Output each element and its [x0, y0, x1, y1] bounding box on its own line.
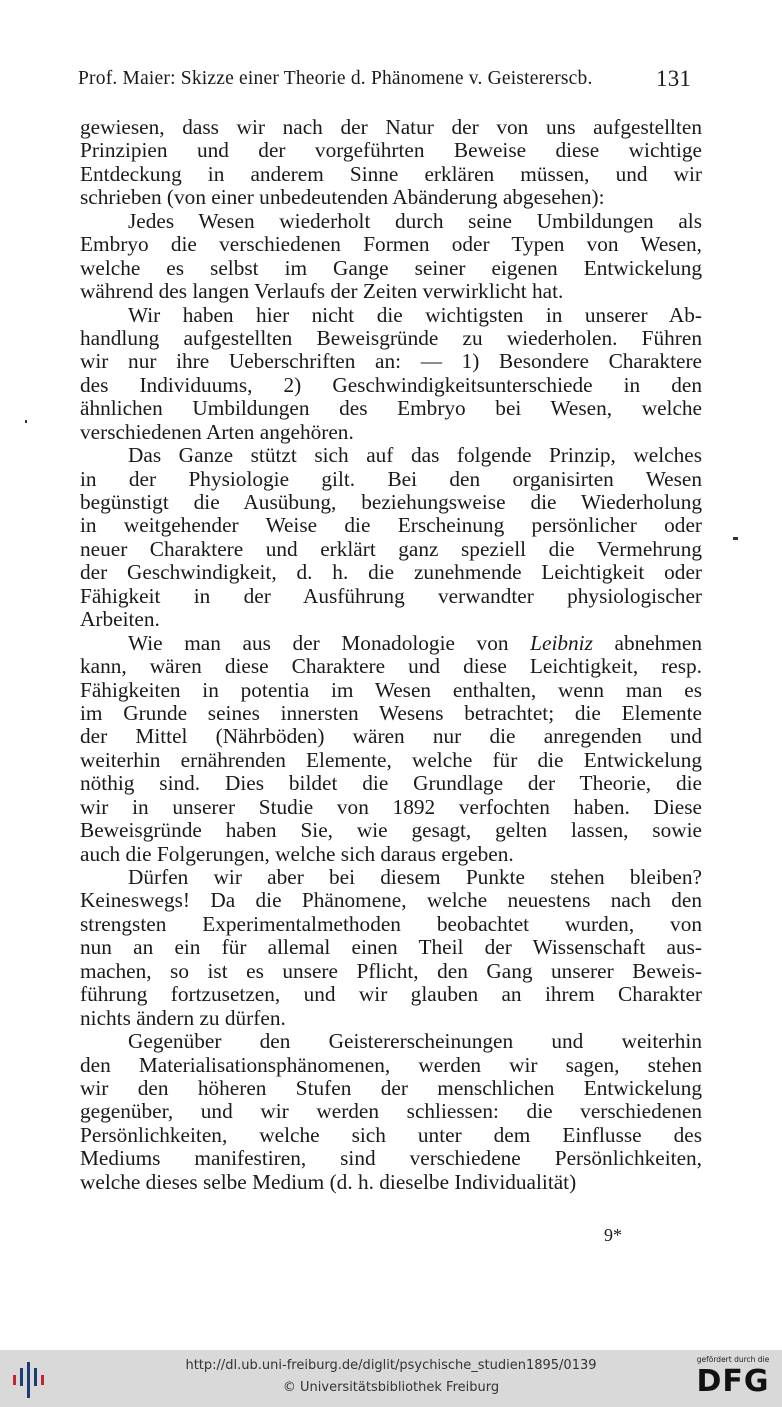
text-line: wir den höheren Stufen der menschlichen Entwickelung — [80, 1075, 702, 1100]
text-line: Das Ganze stützt sich auf das folgende Prinzip, welches — [128, 443, 702, 468]
text-line: Mediums manifestiren, sind verschiedene Persönlichkeiten, — [80, 1146, 702, 1171]
text-line: neuer Charaktere und erklärt ganz speziell die Vermehrung — [80, 536, 702, 561]
text-line: handlung aufgestellten Beweisgründe zu wiederholen. Führen — [80, 325, 702, 350]
text-line: Dürfen wir aber bei diesem Punkte stehen bleiben? — [128, 865, 702, 889]
text-line: Keineswegs! Da die Phänomene, welche neuestens nach den — [80, 888, 702, 913]
text-line: Prinzipien und der vorgeführten Beweise diese wichtige — [80, 138, 702, 163]
text-line: der Geschwindigkeit, d. h. die zunehmende Leichtigkeit oder — [80, 560, 702, 585]
text-line: welche es selbst im Gange seiner eigenen Entwickelung — [80, 255, 702, 280]
text-line: führung fortzusetzen, und wir glauben an ihrem Charakter — [80, 982, 702, 1007]
text-line: Embryo die verschiedenen Formen oder Typen von Wesen, — [80, 232, 702, 257]
text-line: kann, wären diese Charaktere und diese Leichtigkeit, resp. — [80, 654, 702, 679]
text-line: Entdeckung in anderem Sinne erklären müssen, und wir — [80, 161, 702, 186]
text-line: im Grunde seines innersten Wesens betrachtet; die Elemente — [80, 700, 702, 725]
dfg-logo-text: DFG — [696, 1364, 770, 1399]
text-line: gegenüber, und wir werden schliessen: die verschiedenen — [80, 1099, 702, 1124]
text-line: Beweisgründe haben Sie, wie gesagt, gelten lassen, sowie — [80, 818, 702, 843]
margin-speck — [733, 537, 738, 540]
text-line: in weitgehender Weise die Erscheinung persönlicher oder — [80, 513, 702, 538]
text-line: der Mittel (Nährböden) wären nur die anregenden und — [80, 724, 702, 749]
text-line: auch die Folgerungen, welche sich daraus ergeben. — [80, 841, 514, 866]
text-line: Persönlichkeiten, welche sich unter dem Einflusse des — [80, 1122, 702, 1147]
running-header — [78, 68, 698, 96]
footer-bar — [0, 1350, 782, 1407]
text-line: Wir haben hier nicht die wichtigsten in unserer Ab- — [128, 302, 702, 327]
body-text — [80, 116, 702, 1194]
copyright-notice: © Universitätsbibliothek Freiburg — [282, 1380, 500, 1395]
text-line: während des langen Verlaufs der Zeiten verwirklicht hat. — [80, 279, 564, 304]
text-line: Fähigkeit in der Ausführung verwandter physiologischer — [80, 583, 702, 608]
text-line: Gegenüber den Geistererscheinungen und weiterhin — [128, 1029, 702, 1054]
running-title: Prof. Maier: Skizze einer Theorie d. Phänomene v. Geistererscb. — [78, 68, 593, 89]
margin-speck — [25, 420, 27, 423]
text-line: Jedes Wesen wiederholt durch seine Umbildungen als — [128, 208, 702, 233]
text-line: nöthig sind. Dies bildet die Grundlage der Theorie, die — [80, 771, 702, 796]
text-line: des Individuums, 2) Geschwindigkeitsunterschiede in den — [80, 372, 702, 397]
text-line: Arbeiten. — [80, 607, 160, 632]
dfg-logo — [690, 1355, 776, 1403]
text-line: den Materialisationsphänomenen, werden wir sagen, stehen — [80, 1052, 702, 1077]
text-line: begünstigt die Ausübung, beziehungsweise die Wiederholung — [80, 490, 702, 514]
text-line: Wie man aus der Monadologie von Leibniz abnehmen — [128, 630, 703, 655]
dfg-tagline: gefördert durch die — [696, 1355, 770, 1364]
text-line: ähnlichen Umbildungen des Embryo bei Wesen, welche — [80, 396, 702, 421]
text-line: nun an ein für allemal einen Theil der Wissenschaft aus- — [80, 935, 702, 960]
text-line: nichts ändern zu dürfen. — [80, 1005, 286, 1030]
text-line: gewiesen, dass wir nach der Natur der von uns aufgestellten — [80, 115, 702, 139]
text-line: schrieben (von einer unbedeutenden Abänderung abgesehen): — [80, 185, 605, 210]
text-line: Fähigkeiten in potentia im Wesen enthalten, wenn man es — [80, 677, 702, 702]
text-line: strengsten Experimentalmethoden beobachtet wurden, von — [80, 911, 702, 936]
document-url[interactable]: http://dl.ub.uni-freiburg.de/diglit/psychische_studien1895/0139 — [185, 1358, 597, 1373]
text-line: verschiedenen Arten angehören. — [80, 419, 354, 444]
signature-mark: 9* — [604, 1225, 622, 1245]
text-line: wir in unserer Studie von 1892 verfochten haben. Diese — [80, 794, 702, 819]
text-line: in der Physiologie gilt. Bei den organisirten Wesen — [80, 466, 702, 491]
page-number: 131 — [656, 66, 692, 91]
text-line: machen, so ist es unsere Pflicht, den Gang unserer Beweis- — [80, 958, 702, 983]
text-line: welche dieses selbe Medium (d. h. dieselbe Individualität) — [80, 1169, 577, 1194]
text-line: wir nur ihre Ueberschriften an: — 1) Besondere Charaktere — [80, 349, 702, 374]
text-line: weiterhin ernährenden Elemente, welche für die Entwickelung — [80, 747, 702, 772]
